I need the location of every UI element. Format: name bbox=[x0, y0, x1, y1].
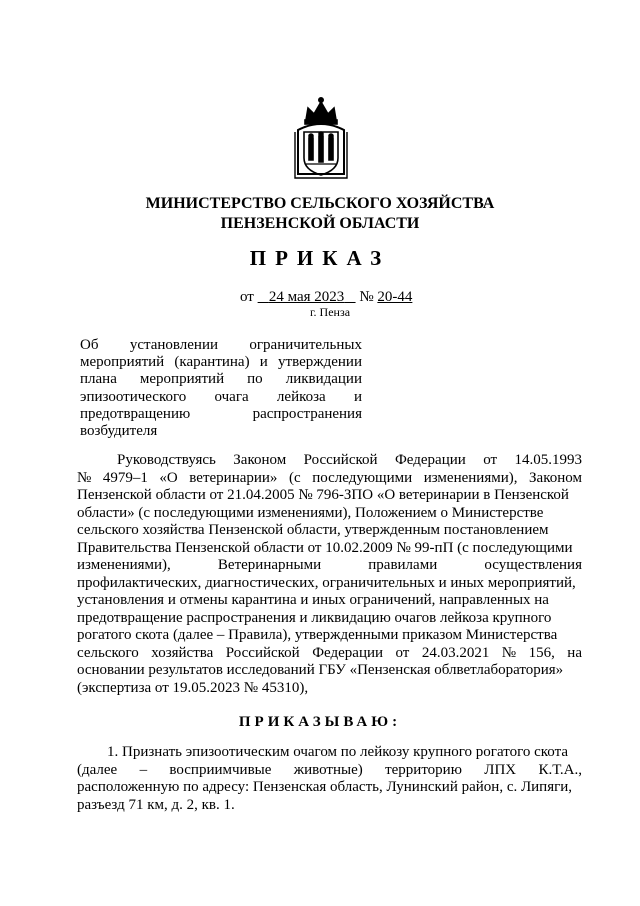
ministry-name-line1: МИНИСТЕРСТВО СЕЛЬСКОГО ХОЗЯЙСТВА bbox=[145, 195, 495, 212]
item-line: 1. Признать эпизоотическим очагом по лейкозу крупного рогатого скота bbox=[107, 744, 568, 760]
preamble-line: (экспертиза от 19.05.2023 № 45310), bbox=[77, 679, 309, 696]
order-subject bbox=[80, 337, 362, 440]
preamble-line: основании результатов исследований ГБУ «Пензенская облветлаборатория» bbox=[77, 662, 564, 678]
item-1-paragraph bbox=[77, 744, 582, 814]
number-label: № bbox=[359, 289, 374, 305]
preamble-line: предотвращение распространения и ликвидацию очагов лейкоза крупного bbox=[77, 609, 552, 626]
subject-line: эпизоотического очага лейкоза и bbox=[80, 388, 362, 405]
preamble-line: сельского хозяйства Российской Федерации от 24.03.2021 № 156, на bbox=[77, 644, 582, 661]
preamble-line: профилактических, диагностических, ограничительных и иных мероприятий, bbox=[77, 574, 576, 591]
preamble-line: Правительства Пензенской области от 10.02.2009 № 99-пП (с последующими bbox=[77, 539, 573, 556]
subject-line: предотвращению распространения bbox=[80, 405, 362, 422]
preamble-line: № 4979–1 «О ветеринарии» (с последующими изменениями), Законом bbox=[77, 469, 582, 486]
item-line: разъезд 71 км, д. 2, кв. 1. bbox=[77, 796, 235, 813]
order-number: 20-44 bbox=[377, 289, 413, 305]
preamble-line: рогатого скота (далее – Правила), утвержденными приказом Министерства bbox=[77, 627, 558, 643]
ministry-name-line2: ПЕНЗЕНСКОЙ ОБЛАСТИ bbox=[220, 215, 420, 232]
preamble-line: сельского хозяйства Пензенской области, утвержденным постановлением bbox=[77, 522, 549, 538]
decree-heading: ПРИКАЗЫВАЮ: bbox=[238, 714, 402, 730]
subject-line: мероприятий (карантина) и утверждении bbox=[80, 354, 362, 371]
subject-line: плана мероприятий по ликвидации bbox=[80, 371, 362, 388]
penza-region-coat-of-arms-icon bbox=[292, 96, 350, 182]
item-line: (далее – восприимчивые животные) территорию ЛПХ К.Т.А., bbox=[77, 761, 582, 778]
preamble-line: Пензенской области от 21.04.2005 № 796-ЗПО «О ветеринарии в Пензенской bbox=[77, 487, 569, 503]
preamble-paragraph bbox=[77, 452, 582, 697]
preamble-line: изменениями), Ветеринарными правилами осуществления bbox=[77, 557, 582, 573]
item-line: расположенную по адресу: Пензенская область, Лунинский район, с. Липяги, bbox=[77, 779, 573, 795]
order-city: г. Пенза bbox=[309, 305, 351, 319]
subject-line: возбудителя bbox=[80, 423, 158, 440]
order-dateline bbox=[240, 288, 412, 306]
preamble-line: установления и отмены карантина и иных ограничений, направленных на bbox=[77, 592, 549, 608]
subject-line: Об установлении ограничительных bbox=[80, 337, 362, 353]
order-date: 24 мая 2023 bbox=[268, 289, 345, 305]
preamble-line: Руководствуясь Законом Российской Федерации от 14.05.1993 bbox=[117, 452, 582, 468]
preamble-line: области» (с последующими изменениями), Положением о Министерстве bbox=[77, 504, 544, 521]
order-title: ПРИКАЗ bbox=[249, 246, 391, 270]
from-label: от bbox=[240, 289, 254, 305]
